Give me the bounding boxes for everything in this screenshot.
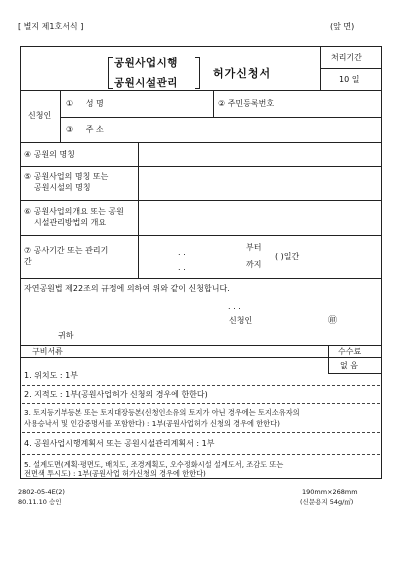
project-name-input[interactable] [141,169,379,197]
project-name-label-1: ⑤ 공원사업의 명칭 또는 [24,172,109,181]
period-from-label: 부터 [246,243,262,252]
park-name-label: ④ 공원의 명칭 [24,150,75,159]
document-item: 1. 위치도 : 1부 [24,371,78,380]
processing-period-label: 처리기간 [331,53,362,62]
applicant-label: 신청인 [28,111,52,120]
title-bracket-left [108,57,113,89]
period-label-2: 간 [24,257,32,266]
document-item: 3. 토지등기부등본 또는 토지대장등본(신청인소유의 토지가 아닌 경우에는 토지소유자의 [24,408,300,417]
seal-icon: ㊞ [328,316,338,326]
document-item: 사용승낙서 및 인감증명서를 포함한다) : 1부(공원사업허가 신청의 경우에 한한다) [24,419,280,428]
period-days-label: ( )일간 [275,252,300,261]
title-line-2: 공원시설관리 [114,77,178,89]
period-days-input[interactable] [285,250,299,262]
title-bracket-right [195,57,200,89]
rrn-field-label [218,99,274,109]
period-start-dots: . . [178,248,186,257]
address-field-label [66,125,104,135]
address-field-text: 주 소 [85,125,104,134]
rrn-field-text: 주민등록번호 [227,99,275,108]
address-field-number: ③ [66,125,74,134]
title-line-1: 공원사업시행 [114,57,178,69]
rrn-field-number: ② [218,99,226,108]
rrn-input[interactable] [300,94,378,114]
overview-label-1: ⑥ 공원사업의개요 또는 공원 [24,207,124,216]
title-suffix: 허가신청서 [213,67,272,80]
period-to-label: 까지 [246,260,262,269]
period-label-1: ⑦ 공사기간 또는 관리기 [24,246,109,255]
declaration-recipient-label: 귀하 [58,331,74,340]
fee-value: 없 음 [340,361,358,370]
page-side-label: (앞 면) [330,22,355,31]
name-field-label [66,99,104,109]
documents-header: 구비서류 [32,347,63,356]
declaration-text: 자연공원법 제22조의 규정에 의하여 위와 같이 신청합니다. [24,284,230,293]
paper-size: 190mm×268mm [302,488,358,496]
address-input[interactable] [140,120,378,140]
document-item: 4. 공원사업시행계획서 또는 공원시설관리계획서 : 1부 [24,439,215,448]
document-item: 2. 지적도 : 1부(공원사업허가 신청의 경우에 한한다) [24,390,208,399]
declaration-applicant-label: 신청인 [229,316,253,325]
overview-input[interactable] [141,203,379,232]
document-item: 전면색 투시도) : 1부(공원사업 허가신청의 경우에 한한다) [24,469,206,478]
project-name-label-2: 공원시설의 명칭 [34,183,91,192]
form-number-label: [ 별지 제1호서식 ] [18,22,84,31]
approval-date: 80.11.10 승인 [18,498,62,506]
document-item: 5. 설계도면(계획·평면도, 배치도, 조경계획도, 오수정화시설 설계도서, 조감도 또는 [24,460,284,469]
name-field-number: ① [66,99,74,108]
period-end-dots: . . [178,263,186,272]
form-code: 2802-05-4E(2) [18,488,65,496]
processing-period-value: 10 일 [339,75,360,84]
fee-label: 수수료 [338,347,362,356]
overview-label-2: 시설관리방법의 개요 [34,218,107,227]
name-field-text: 성 명 [85,99,104,108]
paper-type: (신문용지 54g/㎡) [300,498,354,506]
declaration-date-dots: . . . [228,302,241,311]
park-name-input[interactable] [141,145,379,163]
